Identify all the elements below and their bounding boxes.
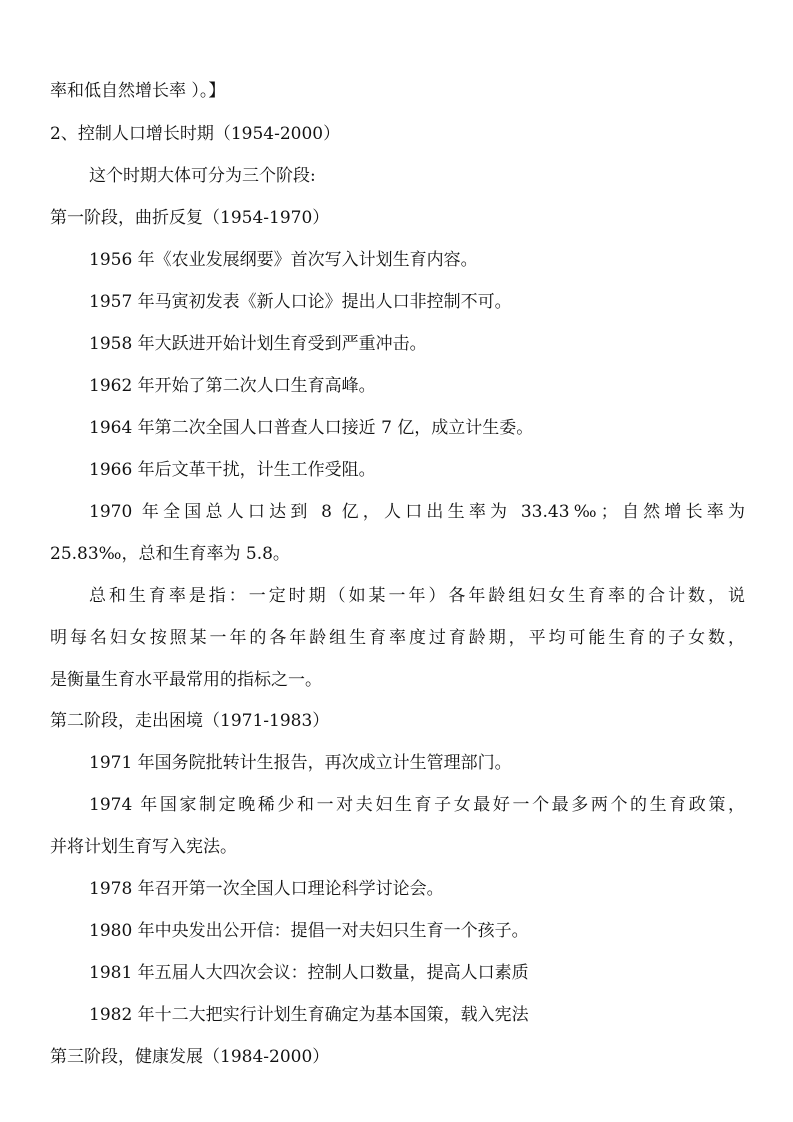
text-line: 率和低自然增长率 ）。】 bbox=[50, 81, 226, 101]
text-line: 这个时期大体可分为三个阶段: bbox=[89, 166, 316, 186]
text-line: 1970 年全国总人口达到 8 亿，人口出生率为 33.43‰；自然增长率为 bbox=[89, 502, 745, 522]
text-line: 25.83‰，总和生育率为 5.8。 bbox=[50, 544, 290, 564]
stage-heading: 第二阶段，走出困境（1971-1983） bbox=[50, 711, 330, 731]
text-line: 1957 年马寅初发表《新人口论》提出人口非控制不可。 bbox=[89, 292, 512, 312]
text-line: 1980 年中央发出公开信：提倡一对夫妇只生育一个孩子。 bbox=[89, 921, 529, 941]
text-line: 1958 年大跃进开始计划生育受到严重冲击。 bbox=[89, 334, 427, 354]
text-line: 1971 年国务院批转计生报告，再次成立计生管理部门。 bbox=[89, 753, 512, 773]
text-line: 1982 年十二大把实行计划生育确定为基本国策，载入宪法 bbox=[89, 1005, 529, 1025]
definition-line: 总和生育率是指：一定时期（如某一年）各年龄组妇女生育率的合计数，说 bbox=[89, 586, 745, 606]
stage-heading: 第三阶段，健康发展（1984-2000） bbox=[50, 1047, 330, 1067]
text-line: 1978 年召开第一次全国人口理论科学讨论会。 bbox=[89, 879, 444, 899]
text-line: 1966 年后文革干扰，计生工作受阻。 bbox=[89, 460, 376, 480]
text-line: 1964 年第二次全国人口普查人口接近 7 亿，成立计生委。 bbox=[89, 418, 534, 438]
stage-heading: 第一阶段，曲折反复（1954-1970） bbox=[50, 208, 330, 228]
text-line: 1956 年《农业发展纲要》首次写入计划生育内容。 bbox=[89, 250, 478, 270]
text-line: 1974 年国家制定晚稀少和一对夫妇生育子女最好一个最多两个的生育政策， bbox=[89, 795, 745, 815]
text-line: 并将计划生育写入宪法。 bbox=[50, 837, 237, 857]
definition-line: 明每名妇女按照某一年的各年龄组生育率度过育龄期，平均可能生育的子女数， bbox=[50, 628, 745, 648]
definition-line: 是衡量生育水平最常用的指标之一。 bbox=[50, 670, 322, 690]
text-line: 1981 年五届人大四次会议：控制人口数量，提高人口素质 bbox=[89, 963, 529, 983]
section-heading: 2、控制人口增长时期（1954-2000） bbox=[50, 124, 341, 144]
text-line: 1962 年开始了第二次人口生育高峰。 bbox=[89, 376, 376, 396]
